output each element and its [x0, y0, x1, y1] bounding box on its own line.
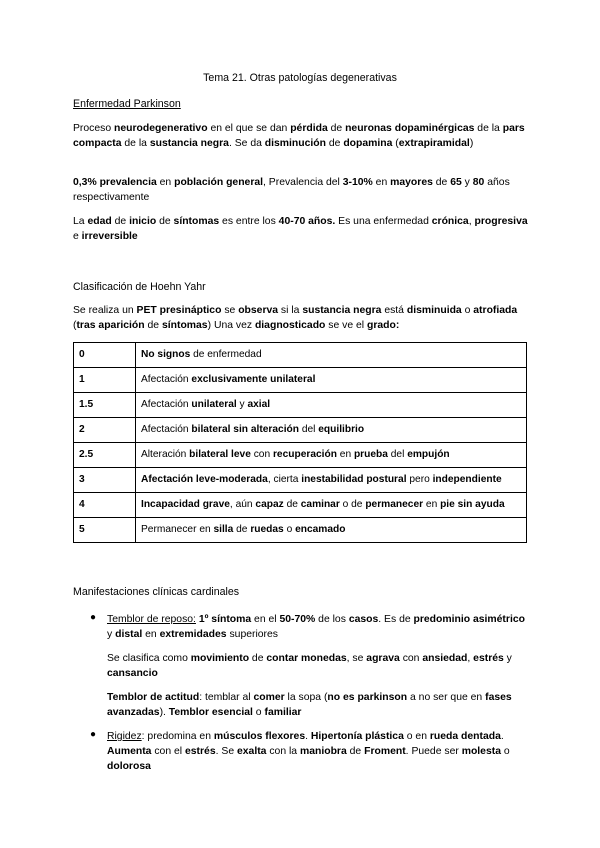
- bold-text: familiar: [264, 707, 302, 718]
- text-run: . Es de: [378, 614, 414, 625]
- bold-text: irreversible: [81, 231, 138, 242]
- text-run: , Prevalencia del: [263, 177, 343, 188]
- text-run: Afectación: [141, 424, 192, 435]
- table-row: [74, 518, 527, 543]
- hoehn-yahr-table: [73, 342, 527, 543]
- bold-text: población general: [174, 177, 264, 188]
- text-run: con el: [151, 746, 185, 757]
- text-run: : temblar al: [199, 692, 254, 703]
- temblor-text: [107, 612, 527, 642]
- bold-text: disminuida: [406, 305, 462, 316]
- text-run: en el: [251, 614, 280, 625]
- text-run: ): [469, 138, 474, 149]
- stage-cell: 2.5: [74, 443, 136, 468]
- bold-text: 1º síntoma: [198, 614, 252, 625]
- bold-text: exalta: [236, 746, 267, 757]
- text-run: a no ser que en: [407, 692, 486, 703]
- bold-text: Temblor de actitud: [107, 692, 200, 703]
- text-run: en: [336, 449, 354, 460]
- description-cell: [136, 518, 527, 543]
- stage-cell: 1: [74, 368, 136, 393]
- bold-text: 65: [450, 177, 462, 188]
- text-run: de: [346, 746, 365, 757]
- text-run: . Puede ser: [405, 746, 462, 757]
- rigidez-desc: [107, 731, 510, 772]
- text-run: años respectivamente: [73, 177, 510, 203]
- bold-text: diagnosticado: [254, 320, 326, 331]
- text-run: de: [432, 177, 451, 188]
- bold-text: estrés: [473, 653, 504, 664]
- text-run: Afectación: [141, 399, 192, 410]
- text-run: o en: [403, 731, 430, 742]
- bold-text: contar monedas: [266, 653, 347, 664]
- text-run: Afectación: [141, 374, 192, 385]
- bold-text: empujón: [407, 449, 450, 460]
- bold-text: axial: [247, 399, 271, 410]
- bold-text: neuronas dopaminérgicas: [345, 123, 475, 134]
- bold-text: pérdida: [290, 123, 328, 134]
- text-run: con: [399, 653, 423, 664]
- bold-text: Hipertonía plástica: [310, 731, 404, 742]
- bold-text: 40-70 años.: [278, 216, 336, 227]
- paragraph-prevalence: [73, 175, 528, 205]
- text-run: . Se da: [228, 138, 265, 149]
- bold-text: 0,3% prevalencia: [73, 177, 157, 188]
- text-run: es entre los: [219, 216, 279, 227]
- table-row: [74, 468, 527, 493]
- bold-text: Froment: [364, 746, 406, 757]
- bold-text: extrapiramidal: [398, 138, 470, 149]
- bold-text: independiente: [432, 474, 502, 485]
- table-row: [74, 493, 527, 518]
- bold-text: fases avanzadas: [107, 692, 512, 718]
- paragraph-onset: [73, 214, 528, 244]
- text-run: : predomina en: [141, 731, 214, 742]
- text-run: Se realiza un: [73, 305, 137, 316]
- bold-text: no es parkinson: [327, 692, 408, 703]
- bold-text: estrés: [184, 746, 216, 757]
- stage-cell: 0: [74, 343, 136, 368]
- bold-text: Aumenta: [107, 746, 152, 757]
- bold-text: sustancia negra: [302, 305, 382, 316]
- bold-text: dopamina: [343, 138, 393, 149]
- bold-text: disminución: [264, 138, 326, 149]
- text-run: ,: [467, 653, 474, 664]
- bullet-icon: ●: [90, 729, 97, 740]
- text-run: o: [252, 707, 265, 718]
- bold-text: pie sin ayuda: [440, 499, 505, 510]
- bold-text: pars compacta: [73, 123, 525, 149]
- text-run: y: [461, 177, 473, 188]
- bold-text: mayores: [390, 177, 433, 188]
- bold-text: progresiva: [474, 216, 528, 227]
- text-run: del: [387, 449, 408, 460]
- bold-text: síntomas: [161, 320, 208, 331]
- text-run: con: [250, 449, 273, 460]
- stage-cell: 1.5: [74, 393, 136, 418]
- bold-text: síntomas: [173, 216, 220, 227]
- text-run: de los: [315, 614, 349, 625]
- text-run: e: [73, 231, 82, 242]
- bold-text: maniobra: [299, 746, 347, 757]
- bold-text: molesta: [461, 746, 501, 757]
- text-run: si la: [278, 305, 303, 316]
- bold-text: bilateral leve: [189, 449, 251, 460]
- text-run: La: [73, 216, 88, 227]
- text-run: de: [144, 320, 162, 331]
- text-run: (: [392, 138, 399, 149]
- bold-text: 3-10%: [342, 177, 373, 188]
- bold-text: unilateral: [191, 399, 237, 410]
- bullet-icon: ●: [90, 612, 97, 623]
- rigidez-text: [107, 729, 527, 774]
- text-run: la sopa (: [284, 692, 328, 703]
- page-title: Tema 21. Otras patologías degenerativas: [203, 72, 397, 84]
- rigidez-label: Rigidez: [107, 731, 142, 742]
- description-cell: [136, 418, 527, 443]
- bold-text: recuperación: [272, 449, 337, 460]
- bold-text: movimiento: [190, 653, 250, 664]
- description-cell: [136, 393, 527, 418]
- text-run: Es una enfermedad: [335, 216, 432, 227]
- text-run: superiores: [226, 629, 278, 640]
- text-run: Permanecer en: [141, 524, 214, 535]
- text-run: de: [249, 653, 267, 664]
- stage-cell: 2: [74, 418, 136, 443]
- section-heading-manifestations: Manifestaciones clínicas cardinales: [73, 586, 240, 598]
- temblor-classification: [107, 651, 527, 681]
- text-run: y: [503, 653, 512, 664]
- table-row: [74, 343, 527, 368]
- bold-text: sustancia negra: [149, 138, 229, 149]
- text-run: de: [156, 216, 174, 227]
- text-run: y: [236, 399, 248, 410]
- text-run: de: [325, 138, 344, 149]
- text-run: , se: [346, 653, 367, 664]
- text-run: Se clasifica como: [107, 653, 191, 664]
- bold-text: neurodegenerativo: [114, 123, 208, 134]
- text-run: está: [381, 305, 407, 316]
- bold-text: extremidades: [159, 629, 227, 640]
- bold-text: Incapacidad grave: [141, 499, 230, 510]
- text-run: de: [233, 524, 251, 535]
- description-cell: [136, 343, 527, 368]
- bold-text: distal: [115, 629, 143, 640]
- bold-text: cansancio: [107, 668, 158, 679]
- bold-text: agrava: [366, 653, 400, 664]
- bold-text: Afectación leve-moderada: [141, 474, 268, 485]
- bold-text: músculos flexores: [213, 731, 306, 742]
- bold-text: inicio: [129, 216, 157, 227]
- stage-cell: 5: [74, 518, 136, 543]
- paragraph-definition: [73, 121, 528, 151]
- stage-cell: 4: [74, 493, 136, 518]
- text-run: de la: [474, 123, 503, 134]
- text-run: en: [142, 629, 160, 640]
- bold-text: inestabilidad postural: [301, 474, 407, 485]
- text-run: o: [500, 746, 510, 757]
- text-run: en: [423, 499, 441, 510]
- table-row: [74, 418, 527, 443]
- bold-text: tras aparición: [76, 320, 145, 331]
- bold-text: encamado: [295, 524, 346, 535]
- bold-text: exclusivamente unilateral: [191, 374, 316, 385]
- bold-text: prueba: [353, 449, 388, 460]
- text-run: . Se: [215, 746, 237, 757]
- description-cell: [136, 493, 527, 518]
- bold-text: capaz: [255, 499, 284, 510]
- description-cell: [136, 368, 527, 393]
- bold-text: grado:: [366, 320, 400, 331]
- bold-text: ruedas: [250, 524, 284, 535]
- text-run: Proceso: [73, 123, 115, 134]
- section-heading-parkinson: Enfermedad Parkinson: [73, 98, 181, 110]
- text-run: , aún: [229, 499, 256, 510]
- bold-text: No signos: [141, 349, 191, 360]
- text-run: se: [221, 305, 239, 316]
- bold-text: silla: [213, 524, 234, 535]
- bold-text: dolorosa: [107, 761, 151, 772]
- text-run: Alteración: [141, 449, 190, 460]
- text-run: .: [500, 731, 504, 742]
- text-run: ) Una vez: [207, 320, 255, 331]
- temblor-label: Temblor de reposo:: [107, 614, 196, 625]
- text-run: de enfermedad: [190, 349, 262, 360]
- text-run: se ve el: [325, 320, 367, 331]
- text-run: ,: [468, 216, 475, 227]
- bold-text: Temblor esencial: [168, 707, 253, 718]
- bold-text: equilibrio: [318, 424, 365, 435]
- table-row: [74, 393, 527, 418]
- temblor-actitud: [107, 690, 527, 720]
- bold-text: PET presináptico: [136, 305, 222, 316]
- text-run: (: [73, 320, 77, 331]
- bold-text: edad: [87, 216, 112, 227]
- text-run: del: [298, 424, 319, 435]
- text-run: o de: [339, 499, 366, 510]
- text-run: .: [305, 731, 311, 742]
- table-row: [74, 443, 527, 468]
- text-run: de: [283, 499, 301, 510]
- bold-text: casos: [348, 614, 379, 625]
- bold-text: atrofiada: [473, 305, 518, 316]
- bold-text: comer: [253, 692, 285, 703]
- text-run: en: [156, 177, 175, 188]
- bold-text: 50-70%: [279, 614, 316, 625]
- section-heading-hoehn-yahr: Clasificación de Hoehn Yahr: [73, 281, 206, 293]
- text-run: con la: [266, 746, 300, 757]
- bold-text: predominio asimétrico: [413, 614, 525, 625]
- paragraph-pet-intro: [73, 303, 528, 333]
- bold-text: crónica: [431, 216, 469, 227]
- bold-text: rueda dentada: [429, 731, 501, 742]
- bold-text: caminar: [300, 499, 340, 510]
- bold-text: ansiedad: [422, 653, 468, 664]
- text-run: en: [372, 177, 391, 188]
- text-run: pero: [406, 474, 433, 485]
- bold-text: bilateral sin alteración: [191, 424, 299, 435]
- text-run: de: [327, 123, 346, 134]
- text-run: o: [461, 305, 474, 316]
- text-run: y: [107, 629, 116, 640]
- bold-text: permanecer: [365, 499, 424, 510]
- bold-text: 80: [472, 177, 485, 188]
- text-run: de la: [121, 138, 150, 149]
- table-row: [74, 368, 527, 393]
- text-run: de: [111, 216, 130, 227]
- bold-text: observa: [238, 305, 279, 316]
- stage-cell: 3: [74, 468, 136, 493]
- text-run: o: [283, 524, 296, 535]
- text-run: , cierta: [267, 474, 302, 485]
- text-run: en el que se dan: [207, 123, 291, 134]
- description-cell: [136, 443, 527, 468]
- description-cell: [136, 468, 527, 493]
- text-run: ).: [159, 707, 169, 718]
